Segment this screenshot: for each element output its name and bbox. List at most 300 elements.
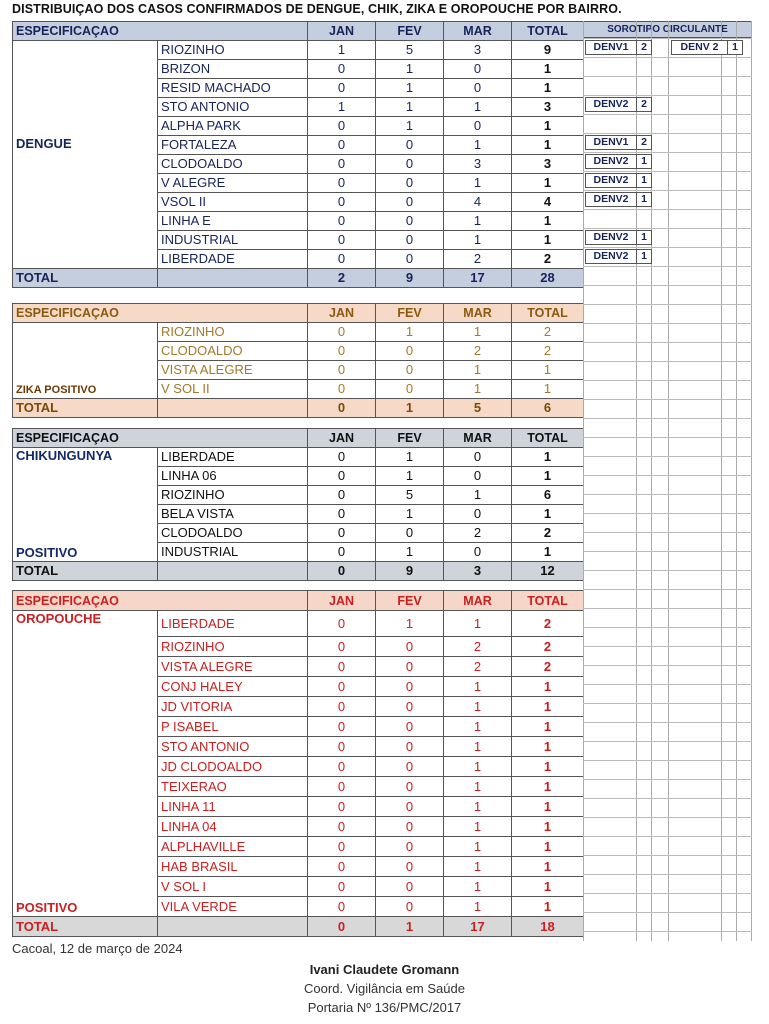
- total-fev: 1: [376, 917, 444, 937]
- total-cell: 1: [512, 174, 584, 193]
- jan-cell: 0: [308, 60, 376, 79]
- serotype-count: 1: [636, 231, 651, 244]
- mar-cell: 0: [444, 79, 512, 98]
- mar-cell: 0: [444, 117, 512, 136]
- category-cell: [13, 60, 158, 79]
- table-row: [13, 250, 584, 269]
- mar-cell: 2: [444, 342, 512, 361]
- grid-line: [583, 361, 752, 362]
- header-mar: MAR: [444, 591, 512, 611]
- table-row: [13, 380, 584, 399]
- header-specification: ESPECIFICAÇAO: [13, 591, 308, 611]
- table-row: [13, 117, 584, 136]
- total-cell: 1: [512, 212, 584, 231]
- fev-cell: 1: [376, 98, 444, 117]
- serotype-name: DENV2: [593, 193, 629, 205]
- mar-cell: 1: [444, 212, 512, 231]
- fev-cell: 0: [376, 837, 444, 857]
- fev-cell: 0: [376, 174, 444, 193]
- fev-cell: 0: [376, 717, 444, 737]
- category-cell: [13, 717, 158, 737]
- total-cell: 1: [512, 857, 584, 877]
- total-fev: 1: [376, 399, 444, 418]
- serotype-name: DENV2: [593, 231, 629, 243]
- mar-cell: 1: [444, 897, 512, 917]
- mar-cell: 1: [444, 837, 512, 857]
- serotype-tag: [585, 249, 652, 264]
- fev-cell: 0: [376, 637, 444, 657]
- table-row: [13, 717, 584, 737]
- report-title: DISTRIBUIÇAO DOS CASOS CONFIRMADOS DE DENGUE, CHIK, ZIKA E OROPOUCHE POR BAIRRO.: [12, 2, 622, 16]
- mar-cell: 1: [444, 611, 512, 637]
- serotype-tag: [585, 230, 652, 245]
- table-row: [13, 155, 584, 174]
- total-cell: 1: [512, 79, 584, 98]
- table-row: [13, 212, 584, 231]
- total-cell: 1: [512, 136, 584, 155]
- total-cell: 1: [512, 837, 584, 857]
- category-cell: ZIKA POSITIVO: [13, 380, 158, 399]
- total-cell: 1: [512, 543, 584, 562]
- table-row: [13, 857, 584, 877]
- serotype-tag: [585, 97, 652, 112]
- total-cell: 3: [512, 155, 584, 174]
- table-row: [13, 98, 584, 117]
- header-jan: JAN: [308, 22, 376, 41]
- jan-cell: 0: [308, 757, 376, 777]
- total-cell: 1: [512, 448, 584, 467]
- grid-line: [583, 57, 752, 58]
- total-spacer: [158, 562, 308, 581]
- neighborhood-cell: INDUSTRIAL: [158, 543, 308, 562]
- grid-line: [668, 21, 669, 941]
- mar-cell: 0: [444, 60, 512, 79]
- fev-cell: 1: [376, 543, 444, 562]
- jan-cell: 0: [308, 637, 376, 657]
- grid-line: [583, 684, 752, 685]
- table-row: [13, 697, 584, 717]
- category-cell: [13, 155, 158, 174]
- neighborhood-cell: LINHA 06: [158, 467, 308, 486]
- mar-cell: 3: [444, 41, 512, 60]
- mar-cell: 1: [444, 717, 512, 737]
- total-cell: 1: [512, 380, 584, 399]
- jan-cell: 0: [308, 897, 376, 917]
- neighborhood-cell: LINHA E: [158, 212, 308, 231]
- jan-cell: 0: [308, 467, 376, 486]
- header-row: [13, 22, 584, 41]
- category-cell: POSITIVO: [13, 543, 158, 562]
- total-fev: 9: [376, 562, 444, 581]
- neighborhood-cell: VISTA ALEGRE: [158, 657, 308, 677]
- neighborhood-cell: RIOZINHO: [158, 486, 308, 505]
- header-specification: ESPECIFICAÇAO: [13, 429, 308, 448]
- total-cell: 2: [512, 250, 584, 269]
- serotype-tag: [585, 40, 652, 55]
- category-cell: [13, 117, 158, 136]
- jan-cell: 0: [308, 877, 376, 897]
- jan-cell: 0: [308, 231, 376, 250]
- serotype-count: 1: [636, 250, 651, 263]
- header-jan: JAN: [308, 429, 376, 448]
- header-total: TOTAL: [512, 591, 584, 611]
- serotype-tag: [585, 173, 652, 188]
- grid-line: [583, 475, 752, 476]
- table-row: [13, 757, 584, 777]
- category-cell: [13, 467, 158, 486]
- total-row: [13, 562, 584, 581]
- grid-line: [583, 532, 752, 533]
- total-row: [13, 917, 584, 937]
- serotype-header: SOROTIPO CIRCULANTE: [583, 21, 752, 38]
- fev-cell: 1: [376, 448, 444, 467]
- table-row: [13, 897, 584, 917]
- fev-cell: 0: [376, 797, 444, 817]
- mar-cell: 1: [444, 361, 512, 380]
- table-row: [13, 611, 584, 637]
- neighborhood-cell: STO ANTONIO: [158, 737, 308, 757]
- grid-line: [583, 209, 752, 210]
- neighborhood-cell: V SOL I: [158, 877, 308, 897]
- category-cell: [13, 657, 158, 677]
- fev-cell: 0: [376, 155, 444, 174]
- total-cell: 1: [512, 60, 584, 79]
- fev-cell: 0: [376, 677, 444, 697]
- jan-cell: 0: [308, 524, 376, 543]
- total-jan: 0: [308, 917, 376, 937]
- jan-cell: 0: [308, 342, 376, 361]
- table-row: [13, 657, 584, 677]
- mar-cell: 4: [444, 193, 512, 212]
- serotype-name: DENV1: [593, 136, 629, 148]
- neighborhood-cell: INDUSTRIAL: [158, 231, 308, 250]
- total-cell: 2: [512, 611, 584, 637]
- jan-cell: 0: [308, 117, 376, 136]
- total-cell: 3: [512, 98, 584, 117]
- table-row: [13, 524, 584, 543]
- report-date: Cacoal, 12 de março de 2024: [12, 941, 183, 956]
- jan-cell: 0: [308, 657, 376, 677]
- jan-cell: 0: [308, 174, 376, 193]
- jan-cell: 0: [308, 323, 376, 342]
- fev-cell: 0: [376, 757, 444, 777]
- mar-cell: 1: [444, 98, 512, 117]
- total-total: 6: [512, 399, 584, 418]
- total-total: 18: [512, 917, 584, 937]
- total-mar: 3: [444, 562, 512, 581]
- mar-cell: 0: [444, 543, 512, 562]
- mar-cell: 1: [444, 697, 512, 717]
- jan-cell: 0: [308, 737, 376, 757]
- fev-cell: 0: [376, 697, 444, 717]
- total-cell: 1: [512, 231, 584, 250]
- total-fev: 9: [376, 269, 444, 288]
- header-fev: FEV: [376, 429, 444, 448]
- neighborhood-cell: LIBERDADE: [158, 611, 308, 637]
- total-cell: 1: [512, 361, 584, 380]
- serotype-name: DENV2: [593, 174, 629, 186]
- category-cell: [13, 193, 158, 212]
- neighborhood-cell: P ISABEL: [158, 717, 308, 737]
- total-mar: 17: [444, 269, 512, 288]
- jan-cell: 0: [308, 677, 376, 697]
- neighborhood-cell: RIOZINHO: [158, 41, 308, 60]
- neighborhood-cell: V ALEGRE: [158, 174, 308, 193]
- table-row: [13, 448, 584, 467]
- mar-cell: 1: [444, 174, 512, 193]
- fev-cell: 0: [376, 657, 444, 677]
- jan-cell: 1: [308, 98, 376, 117]
- table-row: [13, 41, 584, 60]
- fev-cell: 0: [376, 193, 444, 212]
- grid-line: [583, 418, 752, 419]
- category-cell: [13, 757, 158, 777]
- header-total: TOTAL: [512, 22, 584, 41]
- total-cell: 2: [512, 657, 584, 677]
- jan-cell: 0: [308, 79, 376, 98]
- header-jan: JAN: [308, 304, 376, 323]
- jan-cell: 0: [308, 193, 376, 212]
- total-label: TOTAL: [13, 562, 158, 581]
- total-cell: 6: [512, 486, 584, 505]
- mar-cell: 0: [444, 448, 512, 467]
- serotype-count: 1: [636, 193, 651, 206]
- serotype-name: DENV 2: [680, 41, 719, 53]
- fev-cell: 1: [376, 79, 444, 98]
- category-cell: [13, 817, 158, 837]
- serotype-tag: [585, 135, 652, 150]
- table-row: [13, 193, 584, 212]
- fev-cell: 1: [376, 611, 444, 637]
- fev-cell: 1: [376, 117, 444, 136]
- neighborhood-cell: LINHA 11: [158, 797, 308, 817]
- serotype-count: 1: [727, 41, 742, 54]
- total-label: TOTAL: [13, 917, 158, 937]
- fev-cell: 0: [376, 380, 444, 399]
- category-cell: [13, 486, 158, 505]
- jan-cell: 0: [308, 361, 376, 380]
- fev-cell: 5: [376, 486, 444, 505]
- category-cell: [13, 737, 158, 757]
- total-cell: 1: [512, 117, 584, 136]
- grid-line: [583, 589, 752, 590]
- total-spacer: [158, 269, 308, 288]
- grid-line: [583, 76, 752, 77]
- grid-line: [583, 551, 752, 552]
- total-label: TOTAL: [13, 269, 158, 288]
- jan-cell: 0: [308, 212, 376, 231]
- category-cell: [13, 41, 158, 60]
- serotype-name: DENV1: [593, 41, 629, 53]
- serotype-count: 2: [636, 136, 651, 149]
- category-cell: POSITIVO: [13, 897, 158, 917]
- neighborhood-cell: CLODOALDO: [158, 155, 308, 174]
- grid-line: [583, 437, 752, 438]
- jan-cell: 0: [308, 380, 376, 399]
- jan-cell: 0: [308, 857, 376, 877]
- grid-line: [583, 836, 752, 837]
- neighborhood-cell: ALPHA PARK: [158, 117, 308, 136]
- jan-cell: 0: [308, 717, 376, 737]
- neighborhood-cell: STO ANTONIO: [158, 98, 308, 117]
- serotype-name: DENV2: [593, 250, 629, 262]
- jan-cell: 0: [308, 448, 376, 467]
- table-row: [13, 505, 584, 524]
- grid-line: [583, 513, 752, 514]
- header-mar: MAR: [444, 304, 512, 323]
- grid-line: [583, 399, 752, 400]
- grid-line: [583, 38, 752, 39]
- jan-cell: 0: [308, 837, 376, 857]
- total-cell: 4: [512, 193, 584, 212]
- category-cell: [13, 323, 158, 342]
- mar-cell: 2: [444, 524, 512, 543]
- total-spacer: [158, 917, 308, 937]
- table-row: [13, 877, 584, 897]
- fev-cell: 1: [376, 467, 444, 486]
- grid-line: [583, 646, 752, 647]
- total-cell: 1: [512, 777, 584, 797]
- mar-cell: 0: [444, 505, 512, 524]
- grid-line: [736, 21, 737, 941]
- fev-cell: 1: [376, 323, 444, 342]
- grid-line: [583, 342, 752, 343]
- category-cell: [13, 342, 158, 361]
- mar-cell: 1: [444, 797, 512, 817]
- mar-cell: 2: [444, 250, 512, 269]
- fev-cell: 1: [376, 60, 444, 79]
- category-cell: [13, 79, 158, 98]
- grid-line: [583, 456, 752, 457]
- mar-cell: 1: [444, 857, 512, 877]
- mar-cell: 1: [444, 136, 512, 155]
- serotype-count: 1: [636, 155, 651, 168]
- fev-cell: 0: [376, 857, 444, 877]
- total-cell: 2: [512, 524, 584, 543]
- fev-cell: 0: [376, 737, 444, 757]
- header-fev: FEV: [376, 591, 444, 611]
- total-total: 28: [512, 269, 584, 288]
- neighborhood-cell: FORTALEZA: [158, 136, 308, 155]
- table-row: [13, 543, 584, 562]
- grid-line: [583, 114, 752, 115]
- total-row: [13, 399, 584, 418]
- total-spacer: [158, 399, 308, 418]
- header-fev: FEV: [376, 304, 444, 323]
- grid-line: [583, 912, 752, 913]
- header-row: [13, 591, 584, 611]
- fev-cell: 0: [376, 897, 444, 917]
- signer-role: Coord. Vigilância em Saúde: [304, 981, 465, 996]
- mar-cell: 2: [444, 637, 512, 657]
- table-row: [13, 136, 584, 155]
- total-mar: 17: [444, 917, 512, 937]
- neighborhood-cell: RESID MACHADO: [158, 79, 308, 98]
- grid-line: [721, 21, 722, 941]
- grid-line: [583, 874, 752, 875]
- mar-cell: 1: [444, 877, 512, 897]
- neighborhood-cell: CONJ HALEY: [158, 677, 308, 697]
- grid-line: [583, 228, 752, 229]
- mar-cell: 1: [444, 757, 512, 777]
- total-cell: 2: [512, 342, 584, 361]
- total-cell: 1: [512, 757, 584, 777]
- total-cell: 1: [512, 697, 584, 717]
- jan-cell: 0: [308, 155, 376, 174]
- signer-ordinance: Portaria Nº 136/PMC/2017: [307, 1000, 462, 1015]
- total-cell: 1: [512, 677, 584, 697]
- serotype-name: DENV2: [593, 155, 629, 167]
- oropouche-table: [12, 590, 584, 937]
- total-cell: 1: [512, 505, 584, 524]
- category-cell: [13, 250, 158, 269]
- header-row: [13, 304, 584, 323]
- neighborhood-cell: VILA VERDE: [158, 897, 308, 917]
- grid-line: [583, 171, 752, 172]
- serotype-count: 2: [636, 41, 651, 54]
- grid-line: [583, 703, 752, 704]
- total-jan: 2: [308, 269, 376, 288]
- grid-line: [583, 21, 584, 941]
- header-jan: JAN: [308, 591, 376, 611]
- jan-cell: 0: [308, 797, 376, 817]
- grid-line: [583, 323, 752, 324]
- grid-line: [583, 893, 752, 894]
- table-row: [13, 817, 584, 837]
- neighborhood-cell: VISTA ALEGRE: [158, 361, 308, 380]
- grid-line: [583, 190, 752, 191]
- grid-line: [583, 665, 752, 666]
- fev-cell: 5: [376, 41, 444, 60]
- neighborhood-cell: RIOZINHO: [158, 323, 308, 342]
- mar-cell: 1: [444, 737, 512, 757]
- fev-cell: 0: [376, 231, 444, 250]
- grid-line: [583, 304, 752, 305]
- grid-line: [583, 779, 752, 780]
- neighborhood-cell: CLODOALDO: [158, 524, 308, 543]
- jan-cell: 0: [308, 697, 376, 717]
- grid-line: [583, 133, 752, 134]
- table-row: [13, 637, 584, 657]
- grid-line: [583, 760, 752, 761]
- grid-line: [583, 817, 752, 818]
- serotype-count: 1: [636, 174, 651, 187]
- header-specification: ESPECIFICAÇAO: [13, 304, 308, 323]
- grid-line: [583, 266, 752, 267]
- category-cell: OROPOUCHE: [13, 611, 158, 637]
- table-row: [13, 486, 584, 505]
- category-cell: [13, 837, 158, 857]
- fev-cell: 0: [376, 342, 444, 361]
- table-row: [13, 174, 584, 193]
- neighborhood-cell: TEIXERAO: [158, 777, 308, 797]
- table-row: [13, 797, 584, 817]
- category-cell: [13, 677, 158, 697]
- mar-cell: 1: [444, 817, 512, 837]
- category-cell: [13, 777, 158, 797]
- serotype-count: 2: [636, 98, 651, 111]
- fev-cell: 0: [376, 817, 444, 837]
- neighborhood-cell: JD VITORIA: [158, 697, 308, 717]
- table-row: [13, 323, 584, 342]
- fev-cell: 0: [376, 250, 444, 269]
- neighborhood-cell: JD CLODOALDO: [158, 757, 308, 777]
- grid-line: [583, 95, 752, 96]
- category-cell: [13, 697, 158, 717]
- jan-cell: 0: [308, 777, 376, 797]
- serotype-tag: [585, 154, 652, 169]
- category-cell: [13, 174, 158, 193]
